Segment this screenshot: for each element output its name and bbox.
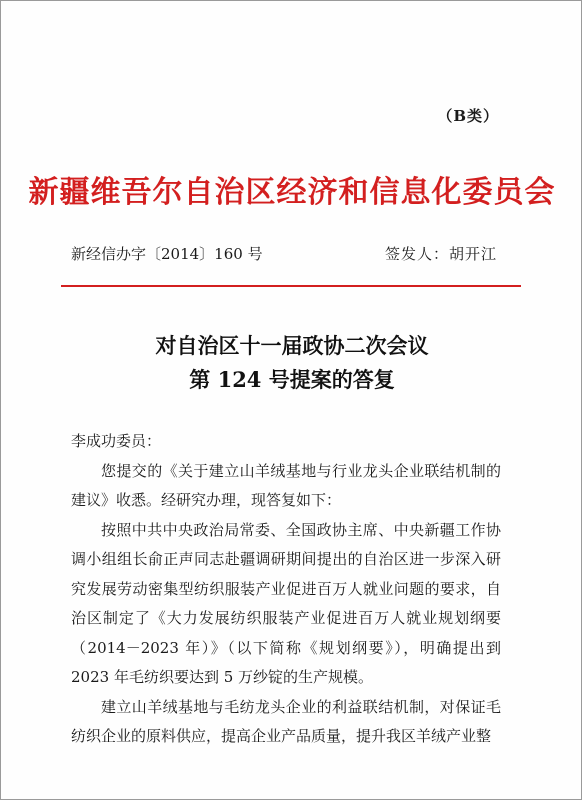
document-number: 新经信办字〔2014〕160 号	[71, 245, 263, 263]
body-paragraph-2: 按照中共中央政治局常委、全国政协主席、中央新疆工作协调小组组长俞正声同志赴疆调研期间提出的自治区进一步深入研究发展劳动密集型纺织服装产业促进百万人就业问题的要求，自治区制定了《大力发展纺织服装产业促进百万人就业规划纲要（2014－2023 年）》（以下简称《规划纲要》），明确提出到 2023 年毛纺织要达到 5 万纱锭的生产规模。	[71, 520, 501, 686]
body-paragraph-1: 您提交的《关于建立山羊绒基地与行业龙头企业联结机制的建议》收悉。经研究办理，现答复如下：	[71, 461, 501, 509]
document-heading	[1, 329, 582, 397]
document-meta-row	[71, 243, 497, 267]
salutation: 李成功委员：	[71, 432, 162, 450]
issuing-organization-title: 新疆维吾尔自治区经济和信息化委员会	[28, 175, 556, 210]
red-divider-line	[61, 285, 521, 287]
body-paragraph-3: 建立山羊绒基地与毛纺龙头企业的利益联结机制，对保证毛纺织企业的原料供应，提高企业产品质量，提升我区羊绒产业整	[71, 697, 501, 745]
signer: 签发人：胡开江	[384, 245, 497, 263]
document-category: （B类）	[437, 107, 499, 125]
document-heading-line-1: 对自治区十一届政协二次会议	[155, 333, 429, 358]
document-heading-line-2: 第 124 号提案的答复	[189, 367, 395, 392]
document-body	[71, 427, 501, 752]
